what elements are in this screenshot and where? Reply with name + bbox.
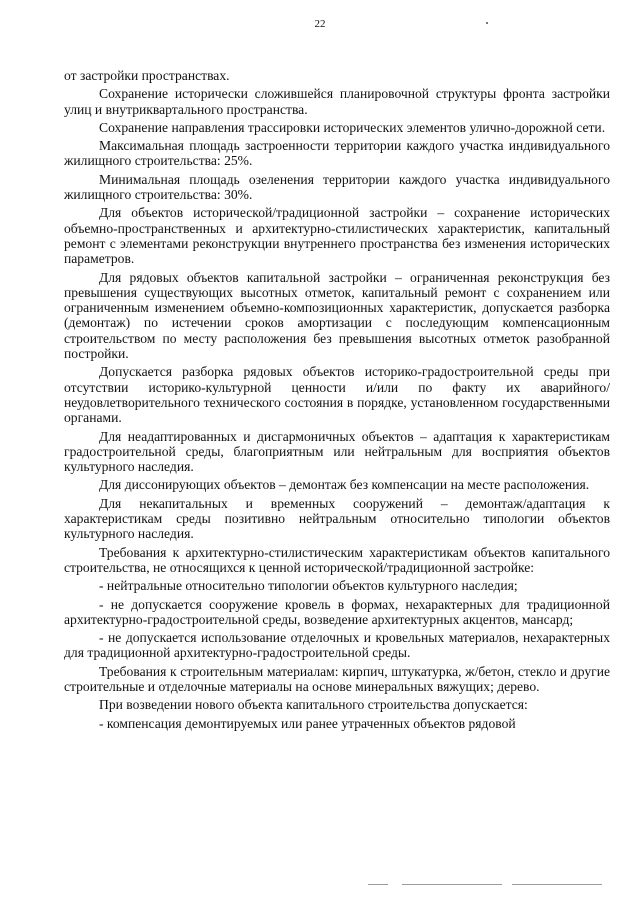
paragraph: При возведении нового объекта капитального строительства допускается: bbox=[99, 697, 528, 713]
document-body bbox=[64, 68, 610, 734]
paragraph: Требования к строительным материалам: кирпич, штукатурка, ж/бетон, стекло и другие строительные и отделочные материалы на основе минеральных вяжущих; дерево. bbox=[64, 663, 610, 694]
paragraph: Требования к архитектурно-стилистическим характеристикам объектов капитального строительства, не относящихся к ценной исторической/традиционной застройке: bbox=[64, 544, 610, 575]
paragraph: Для некапитальных и временных сооружений – демонтаж/адаптация к характеристикам среды позитивно нейтральным относительно типологии объектов культурного наследия. bbox=[64, 495, 610, 542]
footer-rule bbox=[402, 884, 502, 885]
paragraph: Максимальная площадь застроенности территории каждого участка индивидуального жилищного строительства: 25%. bbox=[64, 138, 610, 169]
page-number: 22 bbox=[314, 18, 326, 30]
speck-mark bbox=[486, 22, 488, 24]
paragraph: Сохранение исторически сложившейся планировочной структуры фронта застройки улиц и внутриквартального пространства. bbox=[64, 86, 610, 117]
bullet-item: - не допускается использование отделочных и кровельных материалов, нехарактерных для традиционной архитектурно-градостроительной среды. bbox=[64, 630, 610, 661]
bullet-item: - нейтральные относительно типологии объектов культурного наследия; bbox=[99, 578, 518, 594]
footer-rule bbox=[512, 884, 602, 885]
paragraph: Допускается разборка рядовых объектов историко-градостроительной среды при отсутствии историко-культурной ценности и/или по факту их аварийного/неудовлетворительного технического состояния в порядке, установленном государственными органами. bbox=[64, 364, 610, 426]
footer-rule bbox=[368, 884, 388, 885]
bullet-item: - не допускается сооружение кровель в формах, нехарактерных для традиционной архитектурно-градостроительной среды, возведение архитектурных акцентов, мансард; bbox=[64, 596, 610, 627]
paragraph: Минимальная площадь озеленения территории каждого участка индивидуального жилищного строительства: 30%. bbox=[64, 171, 610, 203]
paragraph: от застройки пространствах. bbox=[64, 68, 230, 83]
paragraph: Для объектов исторической/традиционной застройки – сохранение исторических объемно-пространственных и архитектурно-стилистических характеристик, капитальный ремонт с элементами реконструкции внутреннего пространства без изменения исторических параметров. bbox=[64, 205, 610, 267]
paragraph: Сохранение направления трассировки исторических элементов улично-дорожной сети. bbox=[99, 119, 606, 135]
paragraph: Для рядовых объектов капитальной застройки – ограниченная реконструкция без превышения существующих высотных отметок, капитальный ремонт с сохранением или ограниченным изменением объемно-композиционных характеристик, допускается разборка (демонтаж) по истечении сроков амортизации с последующим компенсационным строительством по месту расположения без превышения высотных отметок разобранной постройки. bbox=[64, 269, 610, 362]
bullet-item: - компенсация демонтируемых или ранее утраченных объектов рядовой bbox=[99, 715, 516, 731]
paragraph: Для неадаптированных и дисгармоничных объектов – адаптация к характеристикам градостроительной среды, благоприятным или нейтральным для восприятия объектов культурного наследия. bbox=[64, 428, 610, 475]
paragraph: Для диссонирующих объектов – демонтаж без компенсации на месте расположения. bbox=[99, 477, 590, 493]
